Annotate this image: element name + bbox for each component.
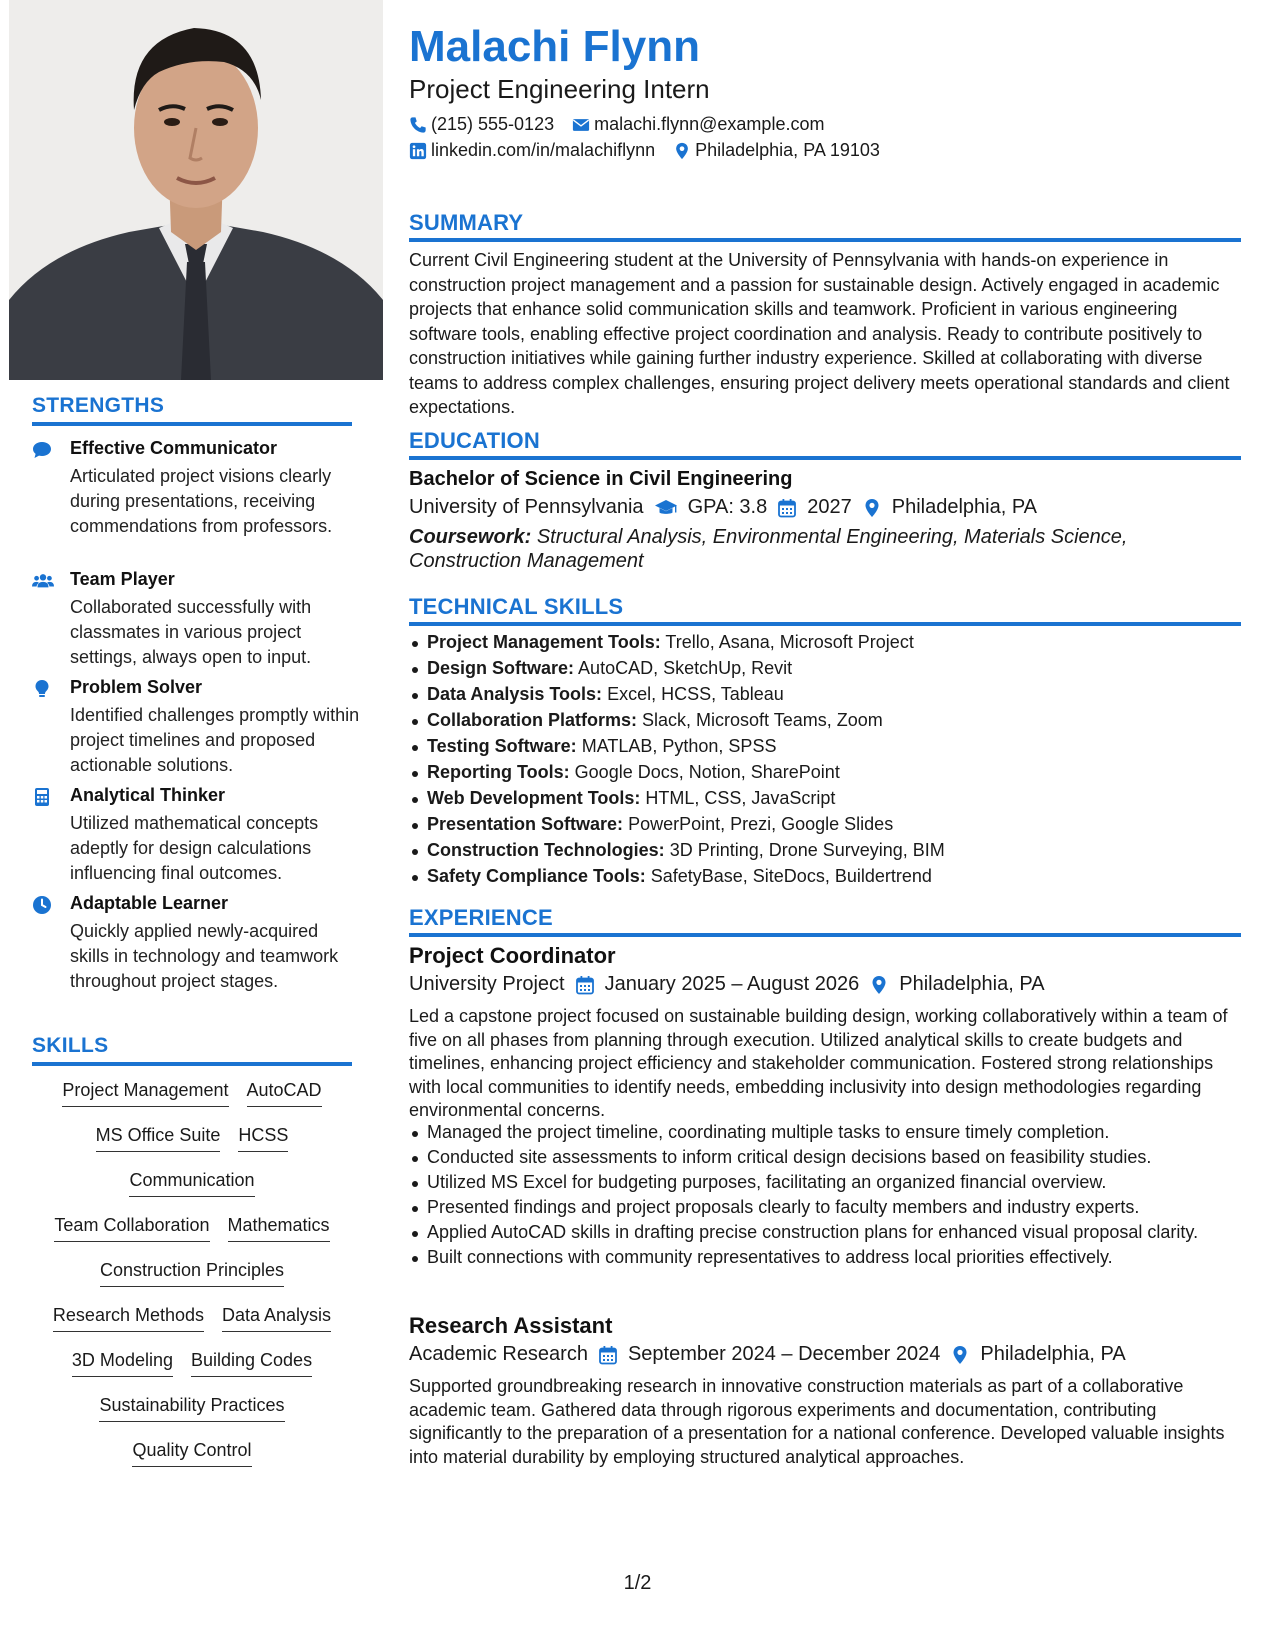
strength-description: Utilized mathematical concepts adeptly for design calculations influencing final outcomes. bbox=[70, 813, 319, 883]
list-item: Presentation Software: PowerPoint, Prezi, Google Slides bbox=[409, 812, 1241, 837]
job-meta bbox=[409, 973, 1045, 996]
job-organization: Academic Research bbox=[409, 1343, 588, 1365]
contact-line bbox=[409, 140, 880, 161]
strength-title: Adaptable Learner bbox=[70, 893, 229, 913]
job-organization: University Project bbox=[409, 973, 565, 995]
list-item: Applied AutoCAD skills in drafting precise construction plans for enhanced visual proposal clarity. bbox=[409, 1220, 1241, 1245]
contact-line bbox=[409, 114, 824, 135]
skill-tag: Mathematics bbox=[228, 1212, 330, 1242]
strengths-heading: STRENGTHS bbox=[32, 394, 165, 417]
skill-tag: Sustainability Practices bbox=[99, 1392, 284, 1422]
strength-title: Problem Solver bbox=[70, 677, 203, 697]
job-dates: September 2024 – December 2024 bbox=[627, 1343, 941, 1365]
skill-tag: Construction Principles bbox=[100, 1257, 284, 1287]
linkedin-icon bbox=[409, 142, 427, 160]
skills-divider bbox=[32, 1062, 352, 1066]
skill-tag: Project Management bbox=[62, 1077, 228, 1107]
linkedin-link[interactable]: linkedin.com/in/malachiflynn bbox=[431, 140, 656, 160]
technical-skills-list bbox=[409, 630, 1241, 890]
summary-heading: SUMMARY bbox=[409, 210, 524, 235]
skill-row bbox=[32, 1122, 352, 1167]
list-item: Utilized MS Excel for budgeting purposes, facilitating an organized financial overview. bbox=[409, 1170, 1241, 1195]
envelope-icon bbox=[572, 116, 590, 134]
candidate-name: Malachi Flynn bbox=[409, 22, 700, 71]
list-item: Conducted site assessments to inform critical design decisions based on feasibility studies. bbox=[409, 1145, 1241, 1170]
technical-skills-divider bbox=[409, 622, 1241, 626]
skill-tag: Quality Control bbox=[132, 1437, 251, 1467]
list-item: Construction Technologies: 3D Printing, Drone Surveying, BIM bbox=[409, 838, 1241, 863]
school-name: University of Pennsylvania bbox=[409, 496, 644, 518]
lightbulb-icon bbox=[32, 679, 52, 699]
phone-icon bbox=[409, 116, 427, 134]
map-pin-icon bbox=[950, 1345, 970, 1365]
experience-divider bbox=[409, 933, 1241, 937]
calculator-icon bbox=[32, 787, 52, 807]
calendar-icon bbox=[575, 975, 595, 995]
list-item: Data Analysis Tools: Excel, HCSS, Tableau bbox=[409, 682, 1241, 707]
strength-title: Team Player bbox=[70, 569, 175, 589]
skill-tag: Research Methods bbox=[53, 1302, 204, 1332]
job-meta bbox=[409, 1343, 1126, 1366]
users-icon bbox=[32, 571, 52, 591]
education-location: Philadelphia, PA bbox=[891, 496, 1038, 518]
job-description: Led a capstone project focused on sustainable building design, working collaboratively within a team of five on all phases from planning through execution. Utilized analytical skills to create budgets and timelines, enhancing project efficiency and stakeholder communication. Fostered strong relationships with local communities to identify needs, embedding inclusivity into design methodologies regarding environmental concerns. bbox=[409, 1006, 1228, 1120]
experience-heading: EXPERIENCE bbox=[409, 905, 553, 930]
skill-tag: Communication bbox=[129, 1167, 254, 1197]
job-dates: January 2025 – August 2026 bbox=[604, 973, 860, 995]
job-location: Philadelphia, PA bbox=[980, 1343, 1126, 1365]
phone-number[interactable]: (215) 555-0123 bbox=[431, 114, 555, 134]
job-bullets bbox=[409, 1120, 1241, 1270]
skill-row bbox=[32, 1392, 352, 1437]
list-item: Presented findings and project proposals clearly to faculty members and industry experts. bbox=[409, 1195, 1241, 1220]
graduation-year: 2027 bbox=[807, 496, 852, 518]
strengths-divider bbox=[32, 422, 352, 426]
calendar-icon bbox=[598, 1345, 618, 1365]
strength-description: Collaborated successfully with classmates in various project settings, always open to input. bbox=[70, 597, 312, 667]
list-item: Built connections with community representatives to address local priorities effectively. bbox=[409, 1245, 1241, 1270]
header-location: Philadelphia, PA 19103 bbox=[695, 140, 880, 160]
skill-row bbox=[32, 1167, 352, 1212]
skill-row bbox=[32, 1302, 352, 1347]
skill-tag: Data Analysis bbox=[222, 1302, 331, 1332]
sidebar bbox=[0, 0, 384, 1650]
list-item: Managed the project timeline, coordinating multiple tasks to ensure timely completion. bbox=[409, 1120, 1241, 1145]
skill-tag: 3D Modeling bbox=[72, 1347, 173, 1377]
map-pin-icon bbox=[673, 142, 691, 160]
clock-icon bbox=[32, 895, 52, 915]
strength-title: Analytical Thinker bbox=[70, 785, 226, 805]
degree-title: Bachelor of Science in Civil Engineering bbox=[409, 468, 793, 490]
strength-title: Effective Communicator bbox=[70, 438, 278, 458]
list-item: Collaboration Platforms: Slack, Microsoft Teams, Zoom bbox=[409, 708, 1241, 733]
list-item: Design Software: AutoCAD, SketchUp, Revit bbox=[409, 656, 1241, 681]
coursework-list: Structural Analysis, Environmental Engineering, Materials Science, Construction Management bbox=[409, 526, 1128, 572]
map-pin-icon bbox=[862, 498, 882, 518]
strength-description: Articulated project visions clearly during presentations, receiving commendations from professors. bbox=[70, 466, 333, 536]
skill-row bbox=[32, 1347, 352, 1392]
summary-divider bbox=[409, 238, 1241, 242]
speech-bubble-icon bbox=[32, 440, 52, 460]
skills-list bbox=[32, 1077, 352, 1482]
email-link[interactable]: malachi.flynn@example.com bbox=[594, 114, 825, 134]
skill-tag: AutoCAD bbox=[247, 1077, 322, 1107]
skills-heading: SKILLS bbox=[32, 1034, 109, 1057]
profile-photo bbox=[9, 0, 383, 380]
graduation-cap-icon bbox=[654, 498, 678, 518]
summary-text: Current Civil Engineering student at the University of Pennsylvania with hands-on experience in construction project management and a passion for sustainable design. Actively engaged in academic projects that enhance solid communication skills and teamwork. Proficient in various engineering software tools, enabling effective project coordination and analysis. Ready to contribute positively to construction initiatives while gaining further industry experience. Skilled at collaborating with diverse teams to address complex challenges, ensuring project delivery meets operational standards and client expectations. bbox=[409, 250, 1230, 417]
job-title: Research Assistant bbox=[409, 1313, 613, 1338]
job-description: Supported groundbreaking research in innovative construction materials as part of a collaborative academic team. Gathered data through rigorous experiments and documentation, contributing significantly to the preparation of a presentation for a national conference. Developed valuable insights into material durability by employing structured analytical approaches. bbox=[409, 1376, 1225, 1467]
list-item: Web Development Tools: HTML, CSS, JavaScript bbox=[409, 786, 1241, 811]
technical-skills-heading: TECHNICAL SKILLS bbox=[409, 594, 624, 619]
map-pin-icon bbox=[869, 975, 889, 995]
list-item: Testing Software: MATLAB, Python, SPSS bbox=[409, 734, 1241, 759]
list-item: Project Management Tools: Trello, Asana, Microsoft Project bbox=[409, 630, 1241, 655]
candidate-role: Project Engineering Intern bbox=[409, 74, 710, 104]
strength-description: Quickly applied newly-acquired skills in technology and teamwork throughout project stages. bbox=[70, 921, 339, 991]
job-title: Project Coordinator bbox=[409, 943, 616, 968]
job-location: Philadelphia, PA bbox=[899, 973, 1045, 995]
calendar-icon bbox=[777, 498, 797, 518]
strength-description: Identified challenges promptly within project timelines and proposed actionable solutions. bbox=[70, 705, 360, 775]
skill-row bbox=[32, 1437, 352, 1482]
skill-tag: MS Office Suite bbox=[96, 1122, 221, 1152]
page-number: 1/2 bbox=[623, 1572, 652, 1594]
skill-tag: HCSS bbox=[238, 1122, 288, 1152]
coursework-label: Coursework: bbox=[409, 526, 532, 548]
coursework bbox=[409, 525, 1241, 573]
education-heading: EDUCATION bbox=[409, 428, 540, 453]
list-item: Reporting Tools: Google Docs, Notion, SharePoint bbox=[409, 760, 1241, 785]
skill-row bbox=[32, 1257, 352, 1302]
skill-tag: Team Collaboration bbox=[54, 1212, 209, 1242]
education-meta bbox=[409, 496, 1037, 519]
list-item: Safety Compliance Tools: SafetyBase, SiteDocs, Buildertrend bbox=[409, 864, 1241, 889]
skill-row bbox=[32, 1212, 352, 1257]
skill-tag: Building Codes bbox=[191, 1347, 312, 1377]
gpa: GPA: 3.8 bbox=[687, 496, 768, 518]
skill-row bbox=[32, 1077, 352, 1122]
education-divider bbox=[409, 456, 1241, 460]
